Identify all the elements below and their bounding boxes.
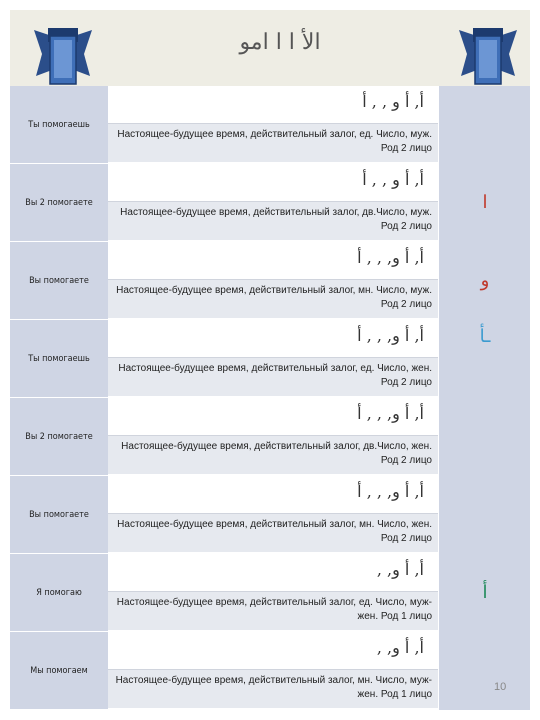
page-number: 10 [494,681,507,693]
table-row [10,164,530,242]
russian-translation: Ты помогаешь [10,86,109,164]
arabic-form: أ, أ و, , [376,560,424,579]
side-cell [438,320,530,398]
grammar-cell [108,436,438,475]
side-cell [438,398,530,476]
grammar-description: Настоящее-будущее время, действительный залог, мн. Число, жен. Род 2 лицо [117,519,432,544]
side-cell [438,164,530,242]
arabic-cell [108,164,438,202]
arabic-form: أ, أ و, , , أ [357,404,424,423]
side-cell [438,86,530,164]
side-cell [438,476,530,554]
grammar-description: Настоящее-будущее время, действительный залог, дв.Число, муж. Род 2 лицо [120,207,432,232]
side-letter: أ [482,582,488,603]
russian-translation: Вы 2 помогаете [10,398,109,476]
conjugation-table [10,86,530,710]
russian-translation: Вы 2 помогаете [10,164,109,242]
grammar-cell [108,280,438,319]
side-letter: و [480,270,490,291]
russian-translation: Вы помогаете [10,476,109,554]
grammar-description: Настоящее-будущее время, действительный залог, ед. Число, муж-жен. Род 1 лицо [116,597,432,622]
arabic-cell [108,320,438,358]
slide-header [10,10,530,86]
side-cell [438,632,530,710]
russian-translation: Мы помогаем [10,632,109,710]
arabic-form: أ, أ و , , أ [362,92,424,111]
side-cell [438,554,530,632]
grammar-cell [108,592,438,631]
arabic-form: أ, أ و, , , أ [357,482,424,501]
arabic-cell [108,476,438,514]
grammar-description: Настоящее-будущее время, действительный залог, мн. Число, муж. Род 2 лицо [116,285,432,310]
russian-translation: Я помогаю [10,554,109,632]
table-row [10,476,530,554]
table-row [10,242,530,320]
arabic-form: أ, أ و, , [376,638,424,657]
arabic-cell [108,242,438,280]
arabic-form: أ, أ و, , , أ [357,326,424,345]
arabic-form: أ, أ و , , أ [362,170,424,189]
banner-right-icon [457,26,519,86]
arabic-cell [108,632,438,670]
side-cell [438,242,530,320]
table-row [10,632,530,710]
grammar-description: Настоящее-будущее время, действительный залог, дв.Число, жен. Род 2 лицо [121,441,432,466]
russian-translation: Ты помогаешь [10,320,109,398]
grammar-description: Настоящее-будущее время, действительный залог, ед. Число, муж. Род 2 лицо [117,129,432,154]
side-letter: ـأ [479,326,491,347]
table-row [10,86,530,164]
grammar-cell [108,514,438,553]
arabic-cell [108,86,438,124]
grammar-description: Настоящее-будущее время, действительный залог, мн. Число, муж-жен. Род 1 лицо [115,675,432,700]
table-row [10,398,530,476]
grammar-cell [108,358,438,397]
arabic-cell [108,554,438,592]
grammar-cell [108,670,438,709]
table-row [10,320,530,398]
arabic-form: أ, أ و, , , أ [357,248,424,267]
side-letter: ا [482,192,488,213]
banner-left-icon [32,26,94,86]
grammar-cell [108,124,438,163]
page-title: الأ ا ا امو [239,30,321,55]
arabic-cell [108,398,438,436]
table-row [10,554,530,632]
russian-translation: Вы помогаете [10,242,109,320]
grammar-description: Настоящее-будущее время, действительный залог, ед. Число, жен. Род 2 лицо [118,363,432,388]
grammar-cell [108,202,438,241]
